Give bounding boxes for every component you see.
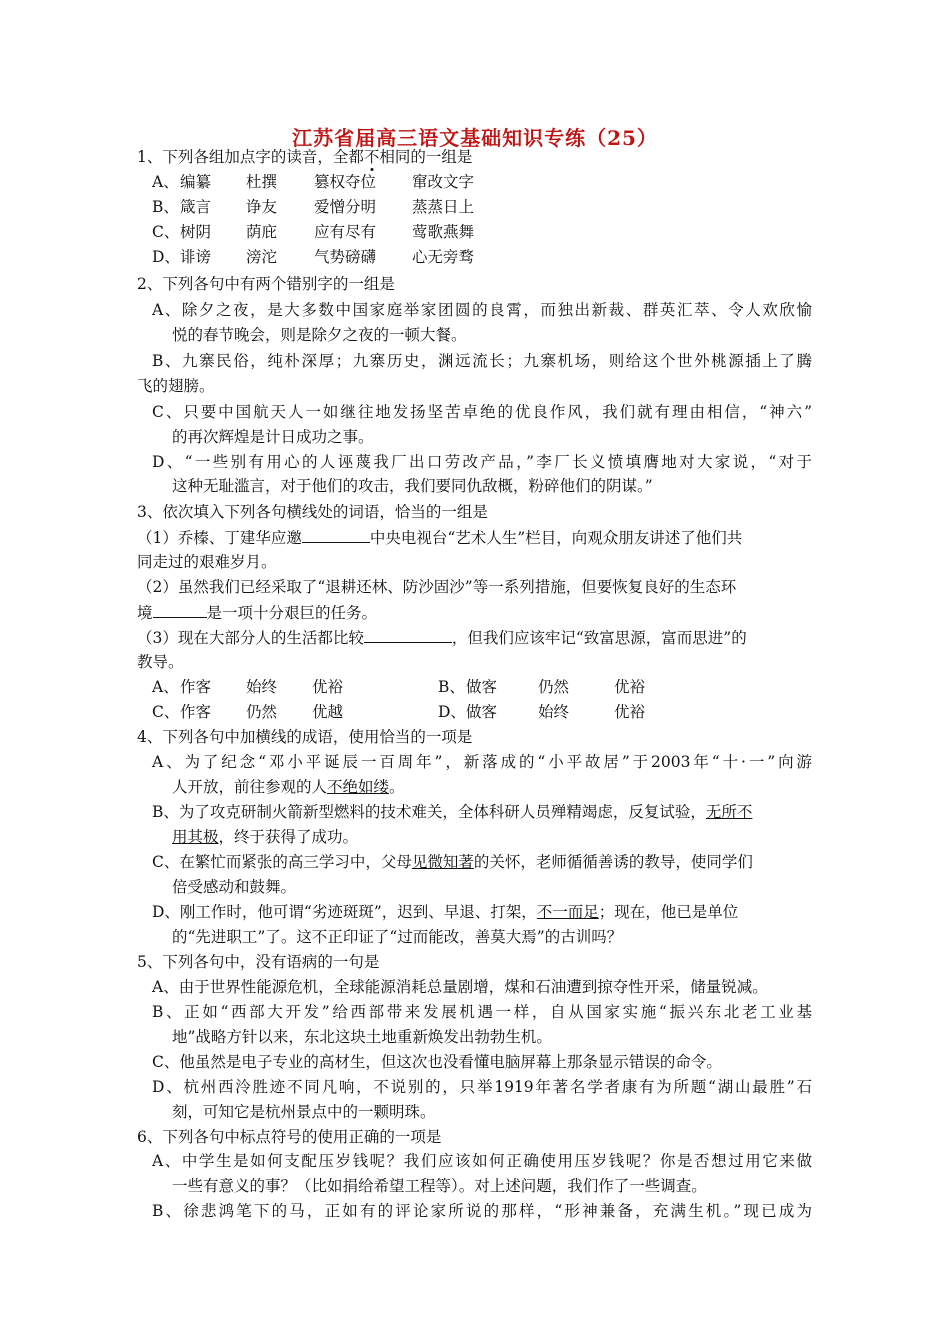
- q3-opt-b-w1: 做客: [466, 678, 498, 696]
- q4-opt-b-line2: [172, 826, 358, 848]
- q4-opt-d-line1: [152, 901, 738, 923]
- q4-opt-d-line2: 的“先进职工”了。这不正印证了“过而能改，善莫大焉”的古训吗？: [172, 928, 623, 946]
- q3-sentence2-line2: [137, 601, 377, 624]
- q4-a-idiom: 不绝如缕: [327, 778, 390, 796]
- q2-opt-d-line2: 这种无耻滥言，对于他们的攻击，我们要同仇敌概，粉碎他们的阴谋。”: [172, 477, 653, 495]
- q3-opt-d-w1: 做客: [466, 703, 498, 721]
- q6-opt-b-line1: B、徐悲鸿笔下的马，正如有的评论家所说的那样，“形神兼备，充满生机。”现已成为: [152, 1202, 812, 1220]
- q3-sentence3-line2: 教导。: [137, 653, 184, 671]
- q4-b2-text-b: ，终于获得了成功。: [218, 828, 359, 846]
- q3-opt-a-w1: 作客: [180, 678, 212, 696]
- q3-options: [152, 676, 672, 726]
- q4-b1-text-a: B、为了攻克研制火箭新型燃料的技术难关，全体科研人员殚精竭虑，反复试验，: [152, 803, 706, 821]
- q3-opt-d-label: D、: [438, 703, 466, 721]
- q3-s3-text-a: （3）现在大部分人的生活都比较: [137, 629, 364, 647]
- q4-d1-text-a: D、刚工作时，他可谓“劣迹斑斑”，迟到、早退、打架，: [152, 903, 537, 921]
- q4-d-idiom: 不一而足: [536, 903, 599, 921]
- q1-opt-b-w2: 诤友: [246, 198, 278, 216]
- q4-opt-c-line2: 倍受感动和鼓舞。: [172, 878, 297, 896]
- q1-opt-d-label: D、: [152, 248, 180, 266]
- q3-opt-c-w2: 仍然: [246, 703, 278, 721]
- q3-s3-text-b: ，但我们应该牢记“致富思源，富而思进”的: [451, 629, 747, 647]
- q1-opt-c-w1: 树阴: [180, 223, 212, 241]
- q3-opt-a-label: A、: [152, 678, 179, 696]
- q3-sentence1-line2: 同走过的艰难岁月。: [137, 553, 277, 571]
- q2-opt-a-line2: 悦的春节晚会，则是除夕之夜的一顿大餐。: [172, 326, 467, 344]
- q3-s1-text-b: 中央电视台“艺术人生”栏目，向观众朋友讲述了他们共: [369, 529, 743, 547]
- q2-opt-b-line1: B、九寨民俗，纯朴深厚；九寨历史，渊远流长；九寨机场，则给这个世外桃源插上了腾: [152, 352, 812, 370]
- q1-opt-d-w2: 滂沱: [246, 248, 278, 266]
- q4-opt-a-line1: A、为了纪念“邓小平诞辰一百周年”，新落成的“小平故居”于2003年“十·一”向游: [152, 753, 812, 771]
- q1-opt-c-label: C、: [152, 223, 180, 241]
- q1-opt-a-label: A、: [152, 173, 179, 191]
- q3-s2-text-a: 境: [137, 604, 153, 622]
- q3-sentence3-line1: [137, 626, 747, 649]
- q3-stem: 3、依次填入下列各句横线处的词语，恰当的一组是: [137, 503, 488, 521]
- q5-opt-b-line1: B、正如“西部大开发”给西部带来发展机遇一样，自从国家实施“振兴东北老工业基: [152, 1003, 812, 1021]
- q5-opt-c-line1: C、他虽然是电子专业的高材生，但这次也没看懂电脑屏幕上那条显示错误的命令。: [152, 1053, 722, 1071]
- q5-opt-b-line2: 地”战略方针以来，东北这块土地重新焕发出勃勃生机。: [172, 1028, 552, 1046]
- q1-opt-b-w1: 箴言: [180, 198, 212, 216]
- q3-opt-a-w3: 优裕: [312, 678, 344, 696]
- q1-opt-c-w3: 应有尽有: [314, 223, 377, 241]
- q3-s1-text-a: （1）乔榛、丁建华应邀: [137, 529, 302, 547]
- q3-opt-b-w2: 仍然: [538, 678, 570, 696]
- q3-s2-blank: [153, 601, 207, 618]
- q4-stem: 4、下列各句中加横线的成语，使用恰当的一项是: [137, 728, 473, 746]
- q1-opt-a-w4: 窜改文字: [412, 173, 475, 191]
- q4-c1-text-a: C、在繁忙而紧张的高三学习中，父母: [152, 853, 412, 871]
- q1-opt-a-w2: 杜撰: [246, 173, 278, 191]
- q4-c-idiom: 见微知著: [411, 853, 474, 871]
- q2-opt-d-line1: D、“一些别有用心的人诬蔑我厂出口劳改产品，”李厂长义愤填膺地对大家说，“对于: [152, 453, 812, 471]
- q3-opt-a-w2: 始终: [246, 678, 278, 696]
- q1-opt-d-w3: 气势磅礴: [314, 248, 377, 266]
- q3-s3-blank: [364, 626, 452, 643]
- q1-opt-d-w4: 心无旁骛: [412, 248, 475, 266]
- page-title: 江苏省届高三语文基础知识专练（25）: [292, 126, 658, 150]
- q4-a2-text-b: 。: [389, 778, 405, 796]
- q4-opt-a-line2: [172, 776, 405, 798]
- q3-s1-blank: [302, 526, 370, 543]
- q1-stem-part2: 相同的一组是: [379, 148, 473, 166]
- q2-opt-c-line2: 的再次辉煌是计日成功之事。: [172, 428, 374, 446]
- q6-stem: 6、下列各句中标点符号的使用正确的一项是: [137, 1128, 442, 1146]
- q1-opt-d-w1: 诽谤: [180, 248, 212, 266]
- q5-stem: 5、下列各句中，没有语病的一句是: [137, 953, 380, 971]
- q3-opt-d-w2: 始终: [538, 703, 570, 721]
- q1-opt-b-w4: 蒸蒸日上: [412, 198, 475, 216]
- q3-opt-c-w1: 作客: [180, 703, 212, 721]
- q2-stem: 2、下列各句中有两个错别字的一组是: [137, 275, 395, 293]
- q4-opt-b-line1: [152, 801, 752, 823]
- q3-opt-d-w3: 优裕: [614, 703, 646, 721]
- q3-opt-b-w3: 优裕: [614, 678, 646, 696]
- q1-stem: [137, 146, 472, 168]
- q6-opt-a-line2: 一些有意义的事？（比如捐给希望工程等）。对上述问题，我们作了一些调查。: [172, 1177, 707, 1195]
- q1-opt-c-w4: 莺歌燕舞: [412, 223, 475, 241]
- q3-s2-text-b: 是一项十分艰巨的任务。: [206, 604, 378, 622]
- q2-opt-c-line1: C、只要中国航天人一如继往地发扬坚苦卓绝的优良作风，我们就有理由相信，“神六”: [152, 403, 812, 421]
- q3-opt-b-label: B、: [438, 678, 465, 696]
- q1-opt-c-w2: 荫庇: [246, 223, 278, 241]
- q5-opt-d-line1: D、杭州西泠胜迹不同凡响，不说别的，只举1919年著名学者康有为所题“湖山最胜”石: [152, 1078, 812, 1096]
- q4-d1-text-b: ；现在，他已是单位: [598, 903, 739, 921]
- q4-opt-c-line1: [152, 851, 753, 873]
- q4-a2-text-a: 人开放，前往参观的人: [172, 778, 328, 796]
- q4-b-idiom-part2: 用其极: [172, 828, 219, 846]
- q5-opt-d-line2: 刻，可知它是杭州景点中的一颗明珠。: [172, 1103, 436, 1121]
- q6-opt-a-line1: A、中学生是如何支配压岁钱呢？我们应该如何正确使用压岁钱呢？你是否想过用它来做: [152, 1152, 812, 1170]
- q1-stem-part1: 1、下列各组加点字的读音，全都: [137, 148, 364, 166]
- q3-sentence1-line1: [137, 526, 742, 549]
- q2-opt-a-line1: A、除夕之夜，是大多数中国家庭举家团圆的良霄，而独出新裁、群英汇萃、令人欢欣愉: [152, 301, 812, 319]
- q1-options: [152, 171, 672, 271]
- q1-opt-a-w1: 编纂: [180, 173, 212, 191]
- q3-opt-c-label: C、: [152, 703, 180, 721]
- q1-opt-b-w3: 爱憎分明: [314, 198, 377, 216]
- q1-stem-not: 不: [363, 148, 380, 166]
- q3-opt-c-w3: 优越: [312, 703, 344, 721]
- q4-b-idiom-part1: 无所不: [705, 803, 753, 821]
- q1-opt-a-w3: 篡权夺位: [314, 173, 377, 191]
- q3-sentence2-line1: （2）虽然我们已经采取了“退耕还林、防沙固沙”等一系列措施，但要恢复良好的生态环: [137, 578, 737, 596]
- q4-c1-text-b: 的关怀，老师循循善诱的教导，使同学们: [473, 853, 753, 871]
- q2-opt-b-line2: 飞的翅膀。: [137, 377, 215, 395]
- q5-opt-a-line1: A、由于世界性能源危机，全球能源消耗总量剧增，煤和石油遭到掠夺性开采，储量锐减。: [152, 978, 768, 996]
- q1-opt-b-label: B、: [152, 198, 179, 216]
